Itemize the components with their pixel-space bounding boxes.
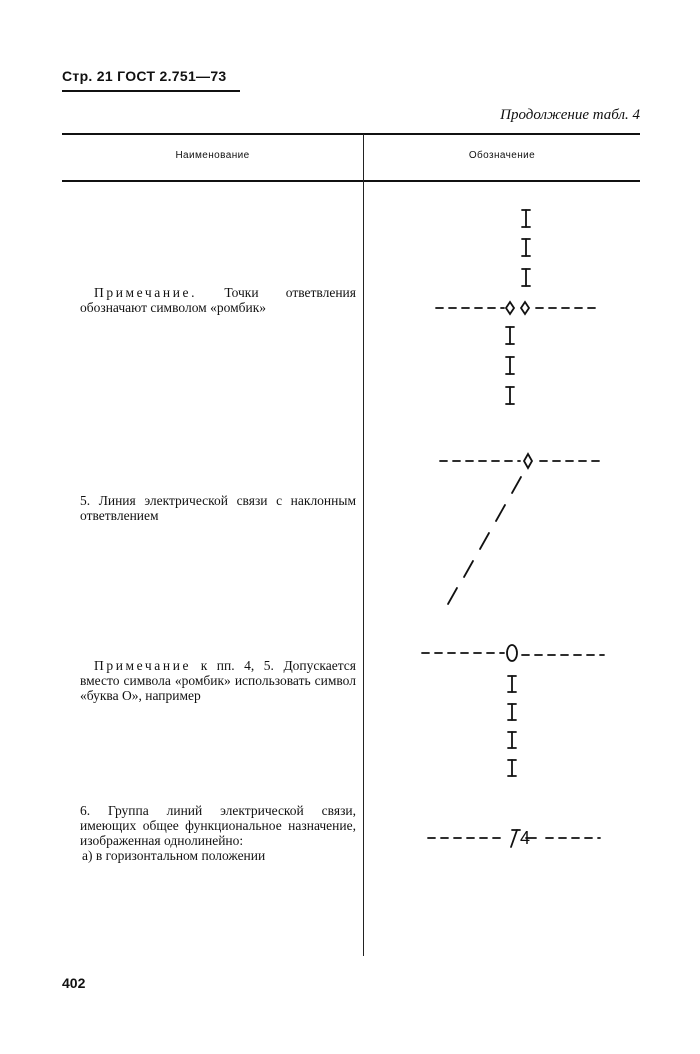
page-header-reference: Стр. 21 ГОСТ 2.751—73	[62, 68, 227, 84]
line-group-count-label: 4	[520, 828, 531, 848]
item-6-text: 6. Группа линий электрической связи, имеющих общее функциональное назначение, изображенная однолинейно:	[80, 803, 356, 848]
table-top-rule	[62, 133, 640, 135]
note-text: к пп. 4, 5. Допускается вместо символа «ромбик» использовать символ «буква О», например	[80, 658, 356, 703]
row-note-diamond	[80, 285, 356, 315]
header-underline	[62, 90, 240, 92]
note-text: Точки ответвления обозначают символом «ромбик»	[80, 285, 356, 315]
line-group-horizontal-symbol	[428, 830, 600, 847]
inclined-branch-diamond-symbol	[440, 454, 604, 604]
item-6a-text: а) в горизонтальном положении	[82, 848, 266, 863]
note-lead: Примечание	[94, 658, 192, 673]
branch-point-letter-o-symbol	[422, 645, 604, 776]
symbol-column	[364, 180, 640, 880]
column-header-symbol: Обозначение	[468, 150, 536, 161]
branch-point-diamond-symbol	[436, 210, 600, 404]
item-5-text: 5. Линия электрической связи с наклонным ответвлением	[80, 493, 356, 523]
row-note-letter-o	[80, 658, 356, 703]
page-number: 402	[62, 975, 86, 991]
table-continuation-label: Продолжение табл. 4	[500, 107, 640, 123]
column-header-name: Наименование	[175, 150, 250, 161]
note-lead: Примечание.	[94, 285, 198, 300]
row-item-5	[80, 493, 356, 523]
row-item-6	[80, 803, 356, 863]
